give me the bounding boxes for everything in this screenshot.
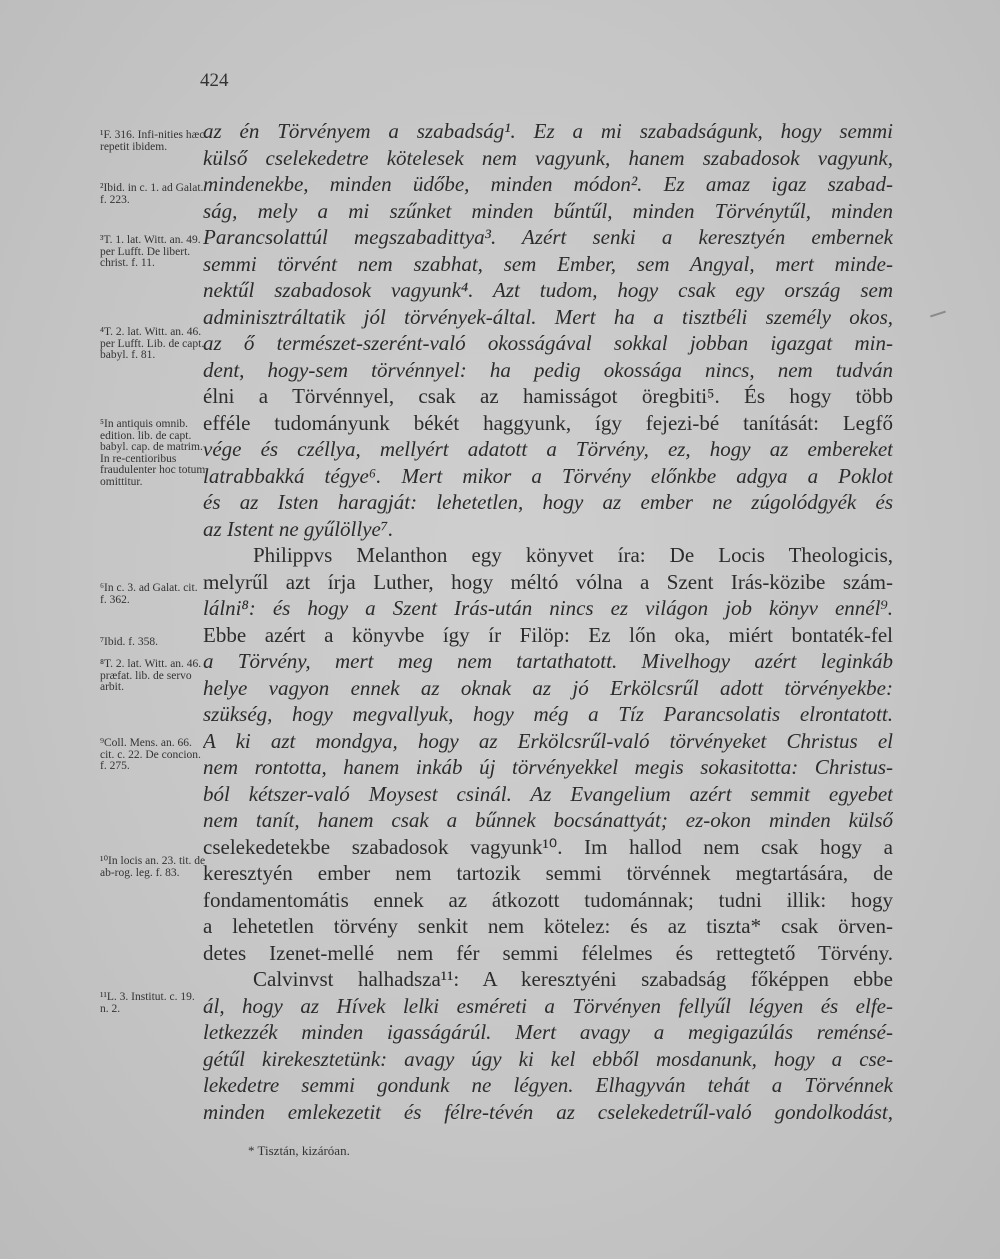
text-line: vége és czéllya, mellyért adatott a Törvény, ez, hogy az embereket [203, 437, 893, 461]
margin-note: ⁹Coll. Mens. an. 66. cit. c. 22. De concion. f. 275. [100, 737, 201, 772]
text-line: A ki azt mondgya, hogy az Erkölcsrűl-való törvényeket Christus el [203, 729, 893, 753]
text-line: semmi törvént nem szabhat, sem Ember, sem Angyal, mert minde- [203, 252, 893, 276]
text-line: detes Izenet-mellé nem fér semmi félelmes és rettegtető Törvény. [203, 941, 893, 965]
margin-note: ³T. 1. lat. Witt. an. 49. per Lufft. De libert. christ. f. 11. [100, 234, 201, 269]
text-line: mindenekbe, minden üdőbe, minden módon². Ez amaz igaz szabad- [203, 172, 893, 196]
text-line: dent, hogy-sem törvénnyel: ha pedig okossága nincs, nem tudván [203, 358, 893, 382]
text-line: lálni⁸: és hogy a Szent Irás-után nincs ez világon job könyv ennél⁹. [203, 596, 893, 620]
text-line: melyrűl azt írja Luther, hogy méltó vólna a Szent Irás-közibe szám- [203, 570, 893, 594]
text-line: nektűl szabadosok vagyunk⁴. Azt tudom, hogy csak egy ország sem [203, 278, 893, 302]
text-line: Calvinvst halhadsza¹¹: A keresztyéni szabadság főképpen ebbe [253, 967, 893, 991]
text-line: a lehetetlen törvény senkit nem kötelez: és az tiszta* csak örven- [203, 914, 893, 938]
margin-note: ²Ibid. in c. 1. ad Galat. f. 223. [100, 182, 204, 206]
footnote: * Tisztán, kizáróan. [248, 1143, 350, 1158]
text-line: Ebbe azért a könyvbe így ír Filöp: Ez lőn oka, miért bontaték-fel [203, 623, 893, 647]
text-line: ál, hogy az Hívek lelki esméreti a Törvényen fellyűl légyen és elfe- [203, 994, 893, 1018]
text-line: gétűl kirekesztetünk: avagy úgy ki kel ebből mosdanunk, hogy a cse- [203, 1047, 893, 1071]
text-line: élni a Törvénnyel, csak az hamisságot öregbiti⁵. És hogy több [203, 384, 893, 408]
text-line: keresztyén ember nem tartozik semmi törvénnek megtartására, de [203, 861, 893, 885]
page-number: 424 [200, 70, 229, 91]
text-line: az ő természet-szerént-való okosságával sokkal jobban igazgat min- [203, 331, 893, 355]
text-line: és az Isten haragját: lehetetlen, hogy az ember ne zúgolódgyék és [203, 490, 893, 514]
text-line: az Istent ne gyűlöllye⁷. [203, 517, 394, 541]
text-line: adminisztráltatik jól törvények-által. Mert ha a tisztbéli személy okos, [203, 305, 893, 329]
margin-note: ⁶In c. 3. ad Galat. cit. f. 362. [100, 582, 198, 606]
margin-note: ¹⁰In locis an. 23. tit. de ab-rog. leg. f. 83. [100, 855, 206, 879]
text-line: latrabbakká tégye⁶. Mert mikor a Törvény előnkbe adgya a Poklot [203, 464, 893, 488]
margin-note: ⁷Ibid. f. 358. [100, 636, 158, 648]
margin-note: ⁴T. 2. lat. Witt. an. 46. per Lufft. Lib. de capt. babyl. f. 81. [100, 326, 205, 361]
text-line: a Törvény, mert meg nem tartathatott. Mivelhogy azért leginkáb [203, 649, 893, 673]
text-line: efféle tudományunk békét haggyunk, így fejezi-bé tanítását: Legfő [203, 411, 893, 435]
text-line: Parancsolattúl megszabadittya³. Azért senki a keresztyén embernek [203, 225, 893, 249]
text-line: az én Törvényem a szabadság¹. Ez a mi szabadságunk, hogy semmi [203, 119, 893, 143]
margin-note: ¹¹L. 3. Institut. c. 19. n. 2. [100, 991, 195, 1015]
text-line: Philippvs Melanthon egy könyvet íra: De Locis Theologicis, [253, 543, 893, 567]
page-edge-mark [930, 311, 946, 318]
text-line: letkezzék minden igasságárúl. Mert avagy a megigazúlás reménsé- [203, 1020, 893, 1044]
text-line: minden emlekezetit és félre-tévén az cselekedetrűl-való gondolkodást, [203, 1100, 893, 1124]
margin-note: ⁸T. 2. lat. Witt. an. 46. præfat. lib. de servo arbit. [100, 658, 202, 693]
text-line: ból kétszer-való Moysest csinál. Az Evangelium azért semmit egyebet [203, 782, 893, 806]
text-line: cselekedetekbe szabadosok vagyunk¹⁰. Im hallod nem csak hogy a [203, 835, 893, 859]
text-line: fondamentomátis ennek az átkozott tudománnak; tudni illik: hogy [203, 888, 893, 912]
text-line: szükség, hogy megvallyuk, hogy még a Tíz Parancsolatis elrontatott. [203, 702, 893, 726]
text-line: nem tanít, hanem csak a bűnnek bocsánattyát; ez-okon minden külső [203, 808, 893, 832]
margin-note: ¹F. 316. Infi-nities hæc repetit ibidem. [100, 129, 205, 153]
margin-note: ⁵In antiquis omnib. edition. lib. de capt. babyl. cap. de matrim. In re-centioribus fraudulenter hoc totum omittitur. [100, 418, 206, 488]
text-line: helye vagyon ennek az oknak az jó Erkölcsrűl adott törvényekbe: [203, 676, 893, 700]
text-line: lekedetre semmi gondunk ne légyen. Elhagyván tehát a Törvénnek [203, 1073, 893, 1097]
text-line: ság, mely a mi szűnket minden bűntűl, minden Törvénytűl, minden [203, 199, 893, 223]
text-line: nem rontotta, hanem inkáb új törvényekkel megis sokasitotta: Christus- [203, 755, 893, 779]
text-line: külső cselekedetre kötelesek nem vagyunk, hanem szabadosok vagyunk, [203, 146, 893, 170]
